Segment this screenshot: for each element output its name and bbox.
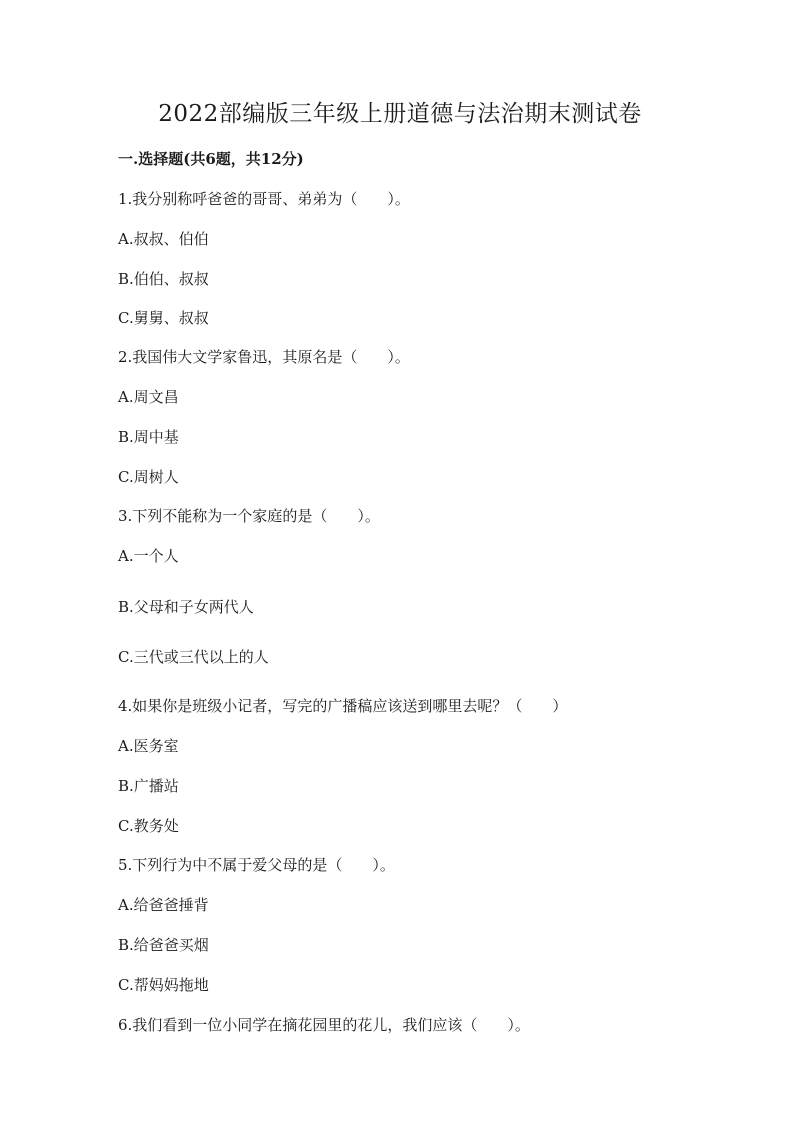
answer-option[interactable]: B.给爸爸买烟 xyxy=(118,936,209,954)
answer-option[interactable]: A.给爸爸捶背 xyxy=(118,896,209,914)
question-stem: 2.我国伟大文学家鲁迅，其原名是（ ）。 xyxy=(118,348,410,366)
answer-option[interactable]: B.伯伯、叔叔 xyxy=(118,270,209,288)
section-heading: 一.选择题(共6题，共12分) xyxy=(118,150,304,168)
answer-option[interactable]: B.广播站 xyxy=(118,777,179,795)
question-stem: 6.我们看到一位小同学在摘花园里的花儿，我们应该（ ）。 xyxy=(118,1016,530,1034)
answer-option[interactable]: A.周文昌 xyxy=(118,388,179,406)
exam-title: 2022部编版三年级上册道德与法治期末测试卷 xyxy=(158,101,642,127)
answer-option[interactable]: C.三代或三代以上的人 xyxy=(118,648,269,666)
question-stem: 4.如果你是班级小记者，写完的广播稿应该送到哪里去呢？（ ） xyxy=(118,697,568,715)
question-stem: 5.下列行为中不属于爱父母的是（ ）。 xyxy=(118,856,395,874)
question-stem: 1.我分别称呼爸爸的哥哥、弟弟为（ ）。 xyxy=(118,190,410,208)
answer-option[interactable]: C.周树人 xyxy=(118,468,179,486)
answer-option[interactable]: C.帮妈妈拖地 xyxy=(118,976,209,994)
answer-option[interactable]: B.周中基 xyxy=(118,428,179,446)
answer-option[interactable]: A.医务室 xyxy=(118,737,179,755)
answer-option[interactable]: C.舅舅、叔叔 xyxy=(118,309,209,327)
answer-option[interactable]: C.教务处 xyxy=(118,817,179,835)
question-stem: 3.下列不能称为一个家庭的是（ ）。 xyxy=(118,507,380,525)
answer-option[interactable]: A.叔叔、伯伯 xyxy=(118,230,209,248)
answer-option[interactable]: A.一个人 xyxy=(118,547,179,565)
answer-option[interactable]: B.父母和子女两代人 xyxy=(118,598,254,616)
